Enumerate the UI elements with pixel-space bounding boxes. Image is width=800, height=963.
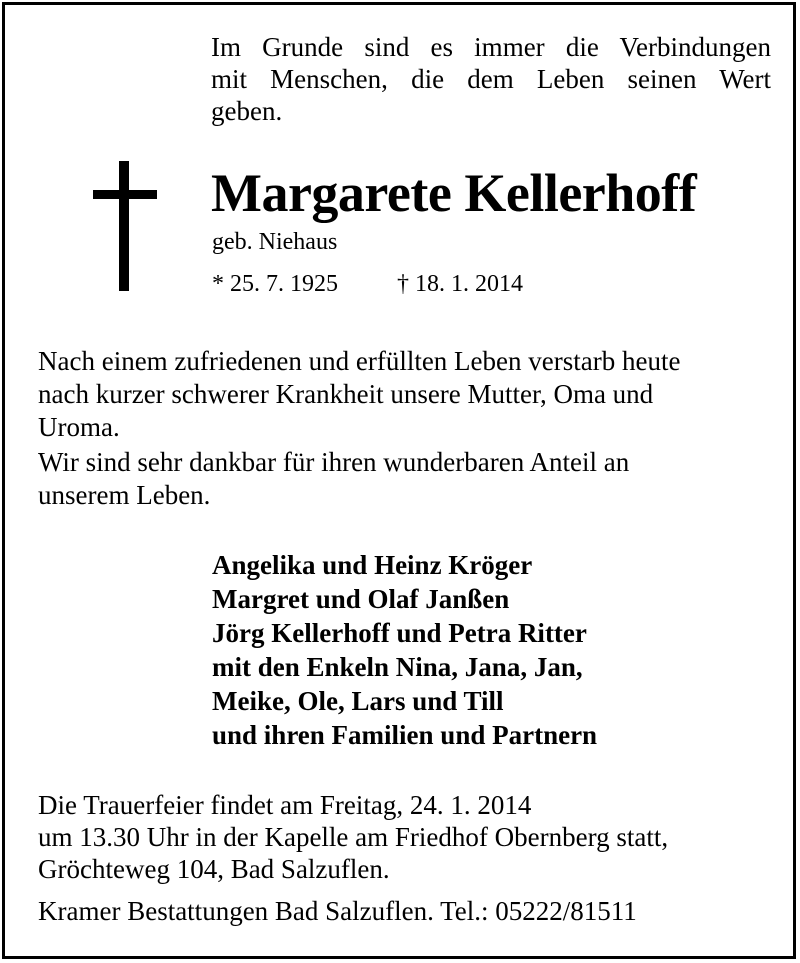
undertaker-contact: Kramer Bestattungen Bad Salzuflen. Tel.: 05222/81511 [38, 896, 637, 926]
service-line: Die Trauerfeier findet am Freitag, 24. 1. 2014 [38, 790, 532, 820]
opening-quote [211, 31, 771, 127]
family-line: mit den Enkeln Nina, Jana, Jan, [212, 652, 583, 682]
message-line: nach kurzer schwerer Krankheit unsere Mutter, Oma und [38, 379, 654, 409]
message-line: Uroma. [38, 412, 120, 442]
family-line: Meike, Ole, Lars und Till [212, 686, 504, 716]
quote-line: geben. [211, 96, 283, 126]
maiden-name: geb. Niehaus [212, 229, 338, 255]
message-paragraph-2 [38, 446, 758, 512]
cross-vertical-bar [119, 161, 129, 291]
service-line: Gröchteweg 104, Bad Salzuflen. [38, 854, 390, 884]
deceased-name: Margarete Kellerhoff [211, 163, 697, 223]
cross-icon [93, 161, 157, 291]
family-line: und ihren Familien und Partnern [212, 720, 598, 750]
family-line: Angelika und Heinz Kröger [212, 550, 533, 580]
message-line: Wir sind sehr dankbar für ihren wunderbaren Anteil an [38, 447, 630, 477]
message-paragraph-1 [38, 345, 758, 444]
family-line: Jörg Kellerhoff und Petra Ritter [212, 618, 587, 648]
family-line: Margret und Olaf Janßen [212, 584, 510, 614]
death-date: † 18. 1. 2014 [397, 271, 523, 297]
family-signatories [212, 548, 597, 752]
funeral-service-info [38, 789, 668, 885]
message-line: unserem Leben. [38, 480, 211, 510]
service-line: um 13.30 Uhr in der Kapelle am Friedhof Obernberg statt, [38, 822, 669, 852]
quote-line: mit Menschen, die dem Leben seinen Wert [211, 64, 771, 94]
message-line: Nach einem zufriedenen und erfüllten Leben verstarb heute [38, 346, 681, 376]
quote-line: Im Grunde sind es immer die Verbindungen [211, 32, 771, 62]
birth-date: * 25. 7. 1925 [212, 271, 338, 297]
cross-horizontal-bar [93, 190, 157, 199]
